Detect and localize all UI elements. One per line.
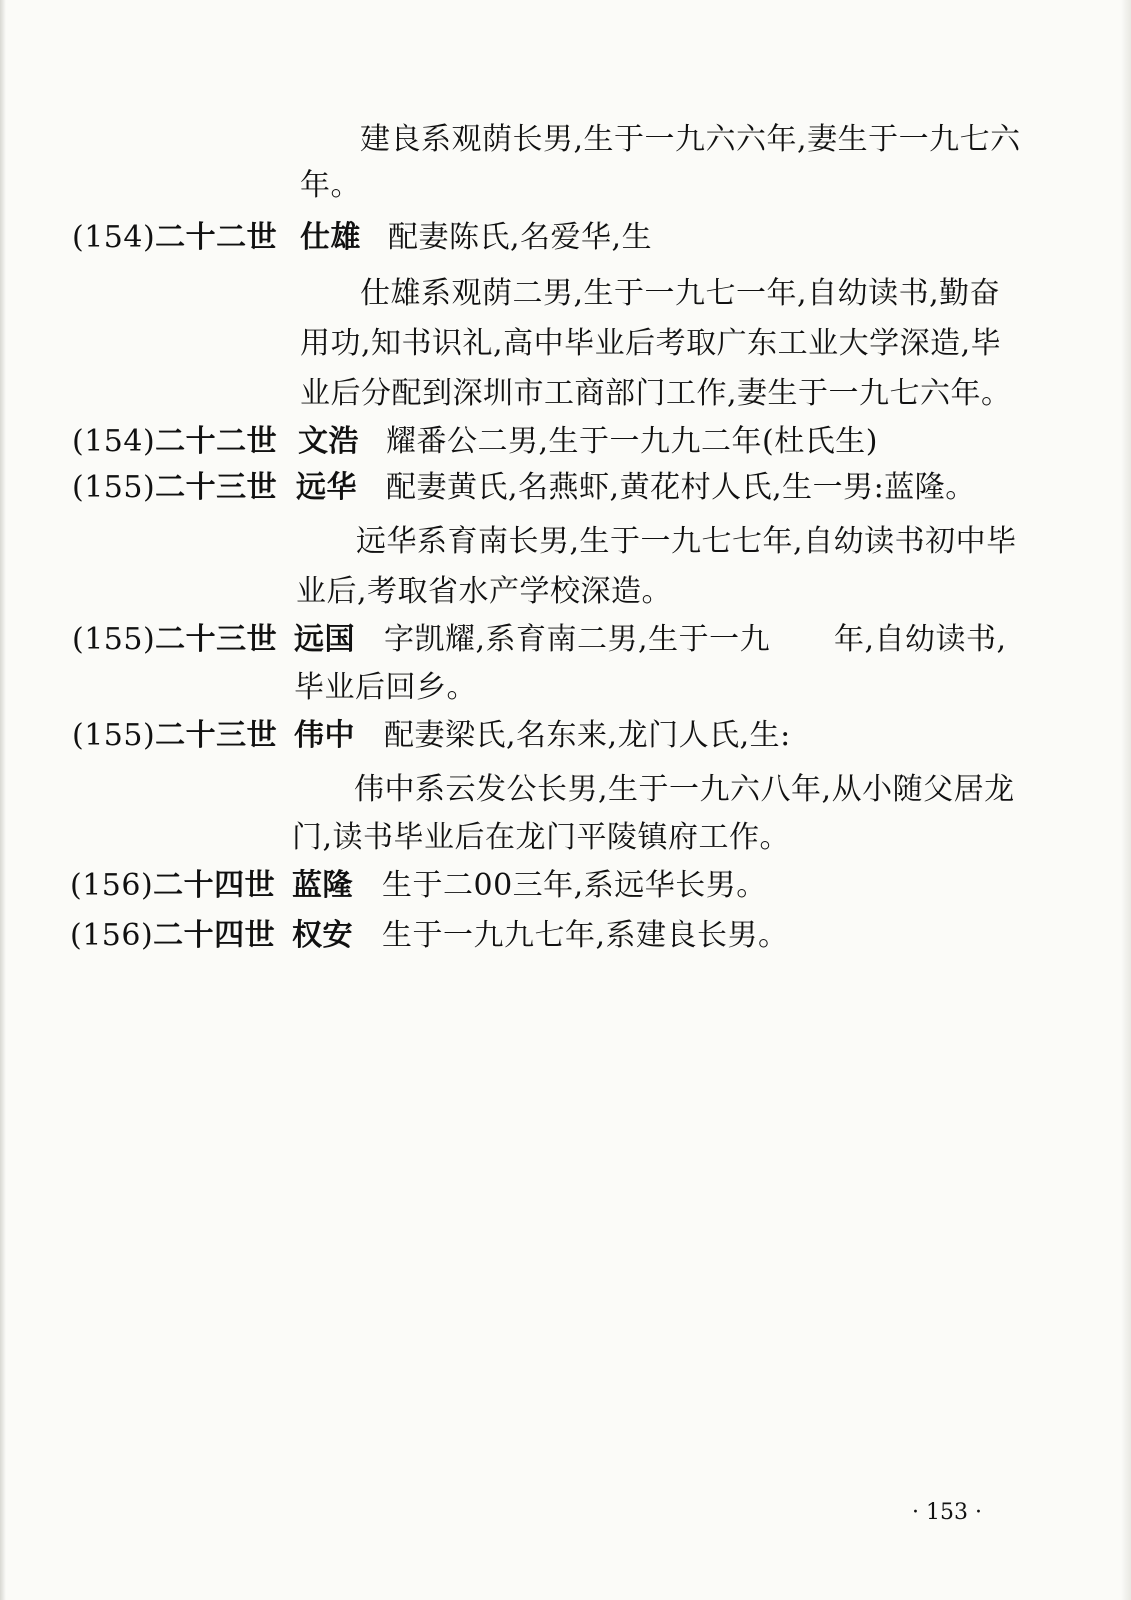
- entry-header: [70, 916, 275, 956]
- page-edge-right: [1121, 0, 1131, 1600]
- entry-number: (155): [72, 622, 156, 657]
- entry-header: [70, 866, 275, 906]
- entry-number: (155): [72, 470, 156, 505]
- page-edge-shadow: [0, 0, 6, 1600]
- entry-text: 配妻梁氏,名东来,龙门人氏,生:: [384, 718, 791, 753]
- entry-header: [72, 422, 277, 462]
- entry-header: [72, 716, 277, 756]
- entry-generation: 二十三世: [155, 718, 278, 753]
- continuation-line-2: 年。: [300, 168, 361, 203]
- entry-header: [72, 620, 277, 660]
- entry-text-continued: 年,自幼读书,: [834, 622, 1007, 657]
- entry-header: [72, 468, 277, 508]
- entry-generation: 二十二世: [155, 220, 278, 255]
- entry-generation: 二十四世: [153, 918, 276, 953]
- entry-desc-line: 用功,知书识礼,高中毕业后考取广东工业大学深造,毕: [300, 326, 1002, 361]
- entry-name: 文浩: [298, 424, 359, 459]
- entry-generation: 二十三世: [155, 470, 278, 505]
- entry-desc-line: 远华系育南长男,生于一九七七年,自幼读书初中毕: [356, 524, 1017, 559]
- entry-text: 生于一九九七年,系建良长男。: [382, 918, 789, 953]
- entry-text: 耀番公二男,生于一九九二年(杜氏生): [386, 424, 878, 459]
- entry-name: 权安: [292, 918, 353, 953]
- entry-desc-line: 仕雄系观荫二男,生于一九七一年,自幼读书,勤奋: [360, 276, 1001, 311]
- entry-desc-line: 毕业后回乡。: [294, 670, 477, 705]
- entry-text: 字凯耀,系育南二男,生于一九: [384, 622, 771, 657]
- entry-text: 生于二00三年,系远华长男。: [382, 868, 767, 903]
- entry-desc-line: 门,读书毕业后在龙门平陵镇府工作。: [292, 820, 791, 855]
- entry-desc-line: 伟中系云发公长男,生于一九六八年,从小随父居龙: [354, 772, 1015, 807]
- continuation-line-1: 建良系观荫长男,生于一九六六年,妻生于一九七六: [360, 122, 1021, 157]
- page-number: · 153 ·: [912, 1500, 982, 1525]
- entry-name: 远国: [294, 622, 355, 657]
- entry-generation: 二十三世: [155, 622, 278, 657]
- entry-number: (156): [70, 918, 154, 953]
- entry-number: (156): [70, 868, 154, 903]
- entry-desc-line: 业后,考取省水产学校深造。: [296, 574, 673, 609]
- entry-number: (154): [72, 220, 156, 255]
- entry-generation: 二十四世: [153, 868, 276, 903]
- entry-number: (154): [72, 424, 156, 459]
- entry-number: (155): [72, 718, 156, 753]
- entry-name: 仕雄: [300, 220, 361, 255]
- entry-name: 远华: [296, 470, 357, 505]
- entry-name: 伟中: [294, 718, 355, 753]
- entry-generation: 二十二世: [155, 424, 278, 459]
- entry-name: 蓝隆: [292, 868, 353, 903]
- entry-desc-line: 业后分配到深圳市工商部门工作,妻生于一九七六年。: [300, 376, 1012, 411]
- entry-text: 配妻陈氏,名爱华,生: [388, 220, 653, 255]
- entry-text: 配妻黄氏,名燕虾,黄花村人氏,生一男:蓝隆。: [386, 470, 976, 505]
- entry-header: [72, 218, 277, 258]
